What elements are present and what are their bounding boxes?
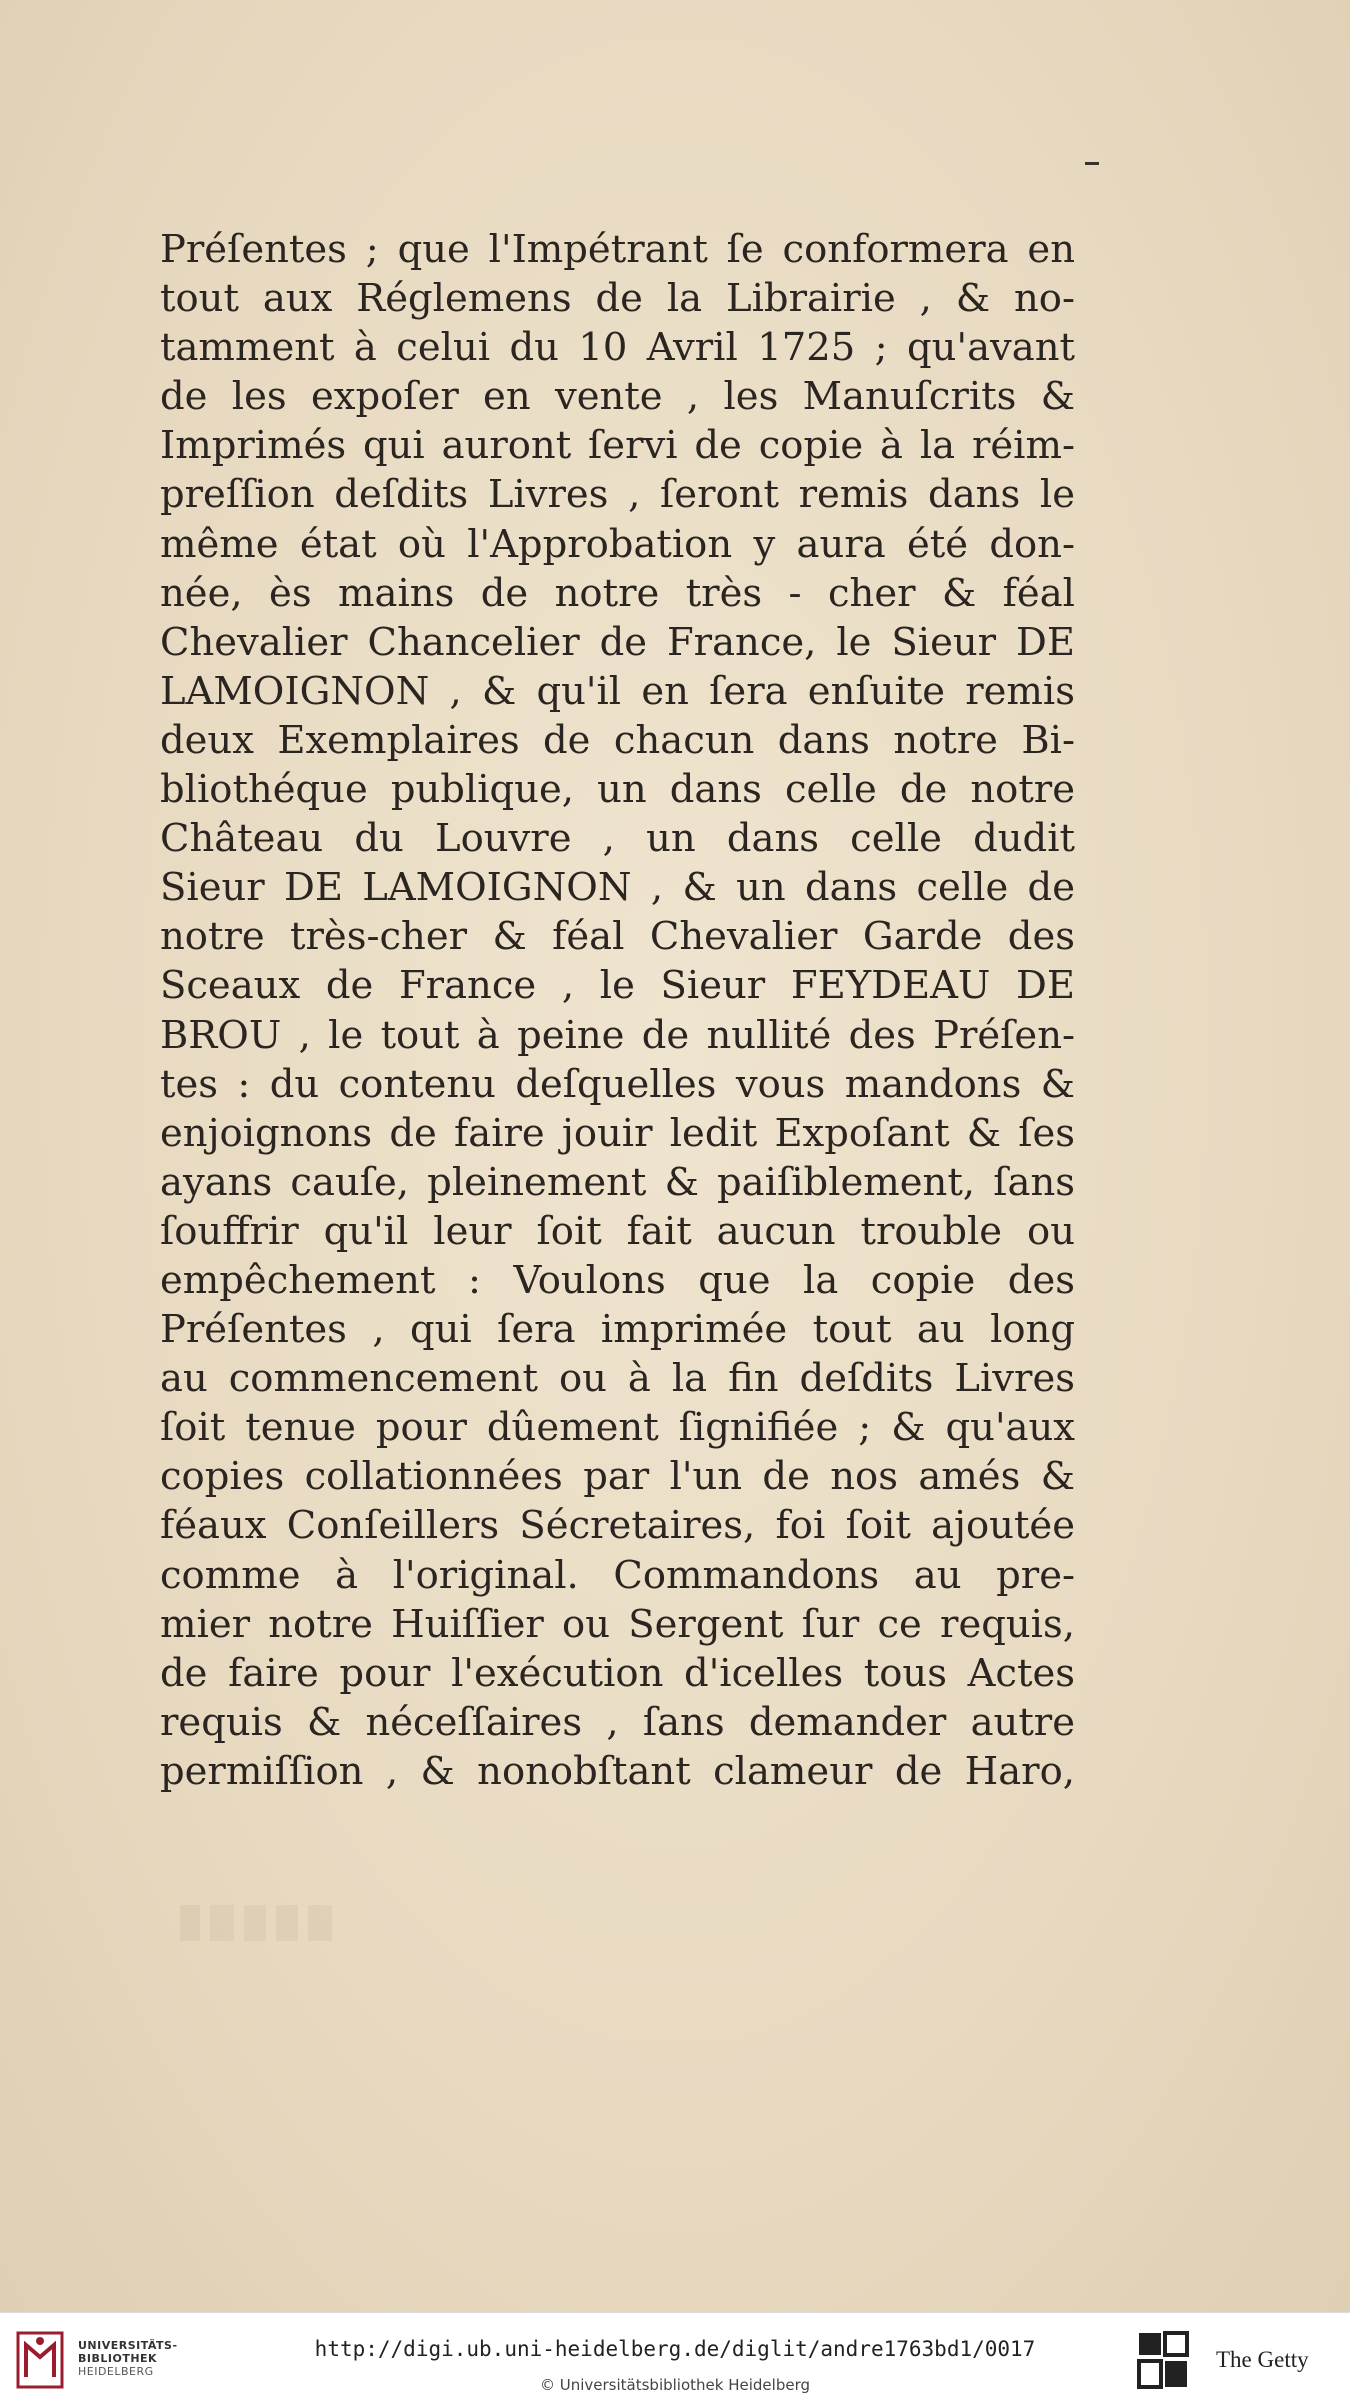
text-line: de faire pour l'exécution d'icelles tous Actes <box>160 1650 1075 1696</box>
text-line: Sceaux de France , le Sieur FEYDEAU DE <box>160 963 1075 1009</box>
text-line: Sieur DE LAMOIGNON , & un dans celle de <box>160 865 1075 911</box>
text-line: ſouffrir qu'il leur ſoit fait aucun trouble ou <box>160 1208 1075 1254</box>
permalink-url[interactable]: http://digi.ub.uni-heidelberg.de/diglit/andre1763bd1/0017 <box>314 2337 1036 2361</box>
text-line: Préſentes , qui ſera imprimée tout au long <box>160 1307 1075 1353</box>
text-line: ſoit tenue pour dûement ſignifiée ; & qu'aux <box>160 1405 1075 1451</box>
text-line: née, ès mains de notre très - cher & féal <box>160 570 1075 616</box>
text-line: mier notre Huiſſier ou Sergent ſur ce requis, <box>160 1601 1075 1647</box>
text-line: bliothéque publique, un dans celle de notre <box>160 767 1075 813</box>
text-line: permiſſion , & nonobſtant clameur de Haro, <box>160 1748 1075 1794</box>
text-line: féaux Conſeillers Sécretaires, foi ſoit ajoutée <box>160 1503 1075 1549</box>
text-line: notre très-cher & féal Chevalier Garde des <box>160 914 1075 960</box>
text-line: requis & néceſſaires , ſans demander autre <box>160 1699 1075 1745</box>
bleed-through-icon <box>180 1895 360 1955</box>
text-line: de les expoſer en vente , les Manuſcrits & <box>160 374 1075 420</box>
text-line: BROU , le tout à peine de nullité des Préſen- <box>160 1012 1075 1058</box>
page-mark <box>1085 162 1099 165</box>
getty-logo-icon <box>1137 2331 1189 2389</box>
text-line: au commencement ou à la fin deſdits Livres <box>160 1356 1075 1402</box>
text-line: même état où l'Approbation y aura été don- <box>160 521 1075 567</box>
institution-line-1: UNIVERSITÄTS- <box>78 2339 178 2352</box>
text-line: empêchement : Voulons que la copie des <box>160 1257 1075 1303</box>
text-line: tes : du contenu deſquelles vous mandons & <box>160 1061 1075 1107</box>
institution-line-2: BIBLIOTHEK <box>78 2352 158 2365</box>
text-line: tamment à celui du 10 Avril 1725 ; qu'avant <box>160 325 1075 371</box>
text-line: copies collationnées par l'un de nos amés & <box>160 1454 1075 1500</box>
text-line: preſſion deſdits Livres , ſeront remis dans le <box>160 472 1075 518</box>
text-line: enjoignons de faire jouir ledit Expoſant & ſes <box>160 1110 1075 1156</box>
text-line: comme à l'original. Commandons au pre- <box>160 1552 1075 1598</box>
text-line: ayans cauſe, pleinement & paiſiblement, ſans <box>160 1159 1075 1205</box>
partner-name: The Getty <box>1216 2347 1309 2372</box>
text-line: Chevalier Chancelier de France, le Sieur DE <box>160 619 1075 665</box>
text-line: Imprimés qui auront ſervi de copie à la réim- <box>160 423 1075 469</box>
text-line: deux Exemplaires de chacun dans notre Bi- <box>160 717 1075 763</box>
viewer-footer <box>0 2312 1350 2408</box>
bleed-through-mark <box>180 1895 360 1966</box>
text-line: Château du Louvre , un dans celle dudit <box>160 816 1075 862</box>
text-line: Préſentes ; que l'Impétrant ſe conformera en <box>160 227 1075 272</box>
text-line: LAMOIGNON , & qu'il en ſera enſuite remis <box>160 668 1075 714</box>
copyright-notice: © Universitätsbibliothek Heidelberg <box>539 2376 810 2394</box>
text-line: tout aux Réglemens de la Librairie , & no- <box>160 276 1075 322</box>
page-text <box>160 225 1075 1796</box>
institution-line-3: HEIDELBERG <box>78 2365 154 2378</box>
